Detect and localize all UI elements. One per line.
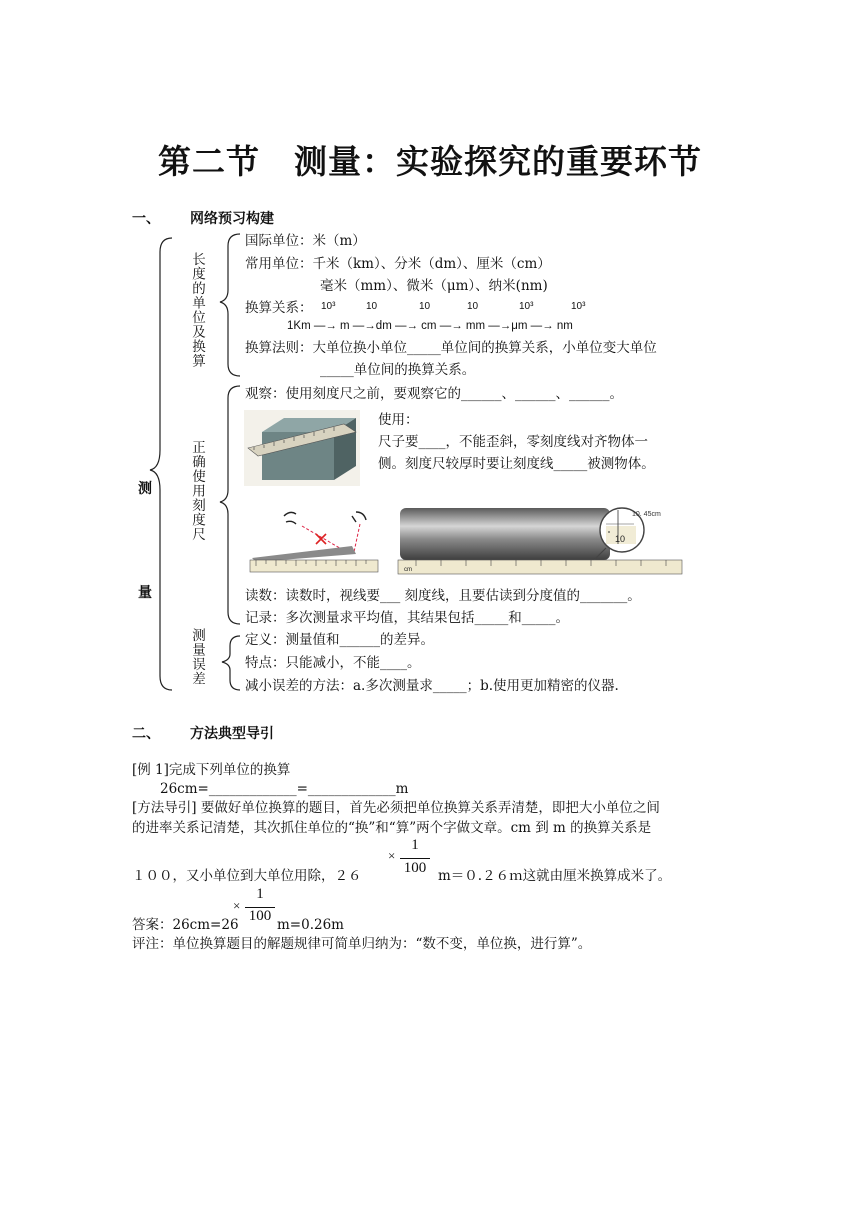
record-instruction: 记录：多次测量求平均值，其结果包括_____和_____。 [245, 610, 569, 626]
factor-6: 10³ [571, 301, 586, 312]
fraction-1-denominator: 100 [403, 860, 427, 876]
factor-3: 10 [419, 301, 431, 312]
branch-length-units: 长度的单位及换算 [189, 252, 205, 368]
usage-line-1: 尺子要____，不能歪斜，零刻度线对齐物体一 [378, 434, 648, 450]
times-sign-2: × [233, 898, 241, 913]
error-brace [222, 636, 240, 690]
factor-5: 10³ [519, 301, 534, 312]
conversion-label: 换算关系： [245, 300, 313, 316]
usage-title: 使用： [378, 412, 419, 428]
fraction-2-denominator: 100 [248, 908, 272, 924]
common-units-1: 常用单位：千米（km）、分米（dm）、厘米（cm） [245, 256, 551, 272]
root-label-1: 测 [138, 481, 152, 497]
fraction-1-numerator: 1 [411, 837, 419, 853]
conversion-rule-1: 换算法则：大单位换小单位_____单位间的换算关系，小单位变大单位 [245, 340, 657, 356]
comment: 评注：单位换算题目的解题规律可简单归纳为：“数不变，单位换，进行算”。 [132, 936, 592, 952]
error-definition: 定义：测量值和______的差异。 [245, 632, 434, 648]
fraction-2-numerator: 1 [256, 886, 264, 902]
units-brace [220, 234, 240, 376]
reading-instruction: 读数：读数时，视线要___ 刻度线，且要估读到分度值的_______。 [245, 588, 641, 604]
factor-2: 10 [366, 301, 378, 312]
magnifier-number: 10 [615, 534, 626, 544]
section2-number: 二、 [132, 726, 160, 742]
cylinder-measurement-image [396, 502, 684, 576]
root-brace [150, 238, 172, 690]
branch-measurement-error: 测量误差 [189, 628, 205, 686]
conversion-rule-2: _____单位间的换算关系。 [320, 362, 476, 378]
fraction-1-bar [400, 858, 430, 859]
error-feature: 特点：只能减小，不能____。 [245, 655, 421, 671]
usage-line-2: 侧。刻度尺较厚时要让刻度线_____被测物体。 [378, 456, 655, 472]
branch-ruler-usage: 正确使用刻度尺 [189, 440, 205, 542]
ruler-brace [220, 386, 240, 624]
ruler-observe: 观察：使用刻度尺之前，要观察它的______、______、______。 [245, 386, 623, 402]
method-guide-line-1: [方法导引] 要做好单位换算的题目，首先必须把单位换算关系弄清楚，即把大小单位之间 [132, 800, 660, 816]
ruler-on-block-image [244, 410, 360, 486]
si-unit: 国际单位：米（m） [245, 233, 366, 249]
unit-chain: 1Km —→ m —→dm —→ cm —→ mm —→μm —→ nm [287, 320, 573, 332]
root-label-2: 量 [138, 585, 152, 601]
answer-part-b: m=0.26m [277, 917, 344, 933]
magnifier-reading: 10. 45cm [632, 511, 661, 518]
common-units-2: 毫米（mm）、微米（μm）、纳米(nm) [320, 278, 548, 294]
times-sign-1: × [388, 848, 396, 863]
ruler-unit: cm [404, 567, 412, 573]
example-problem: 26cm=_____________=_____________m [160, 781, 409, 797]
section2-title: 方法典型导引 [190, 726, 274, 742]
method-guide-line-3a: １００，又小单位到大单位用除，２６ [132, 868, 362, 884]
factor-4: 10 [467, 301, 479, 312]
method-guide-line-3b: m＝０.２６ｍ这就由厘米换算成米了。 [438, 868, 672, 884]
factor-1: 10³ [321, 301, 336, 312]
page-title: 第二节 测量：实验探究的重要环节 [158, 142, 702, 181]
section1-number: 一、 [132, 211, 160, 227]
section1-title: 网络预习构建 [190, 211, 274, 227]
error-reduction: 减小误差的方法：a.多次测量求_____；b.使用更加精密的仪器. [245, 678, 619, 694]
reading-eye-position-image [244, 502, 382, 576]
example-title: [例 1]完成下列单位的换算 [132, 762, 291, 778]
method-guide-line-2: 的进率关系记清楚，其次抓住单位的“换”和“算”两个字做文章。cm 到 m 的换算关系是 [132, 820, 652, 836]
answer-part-a: 答案：26cm=26 [132, 917, 239, 933]
